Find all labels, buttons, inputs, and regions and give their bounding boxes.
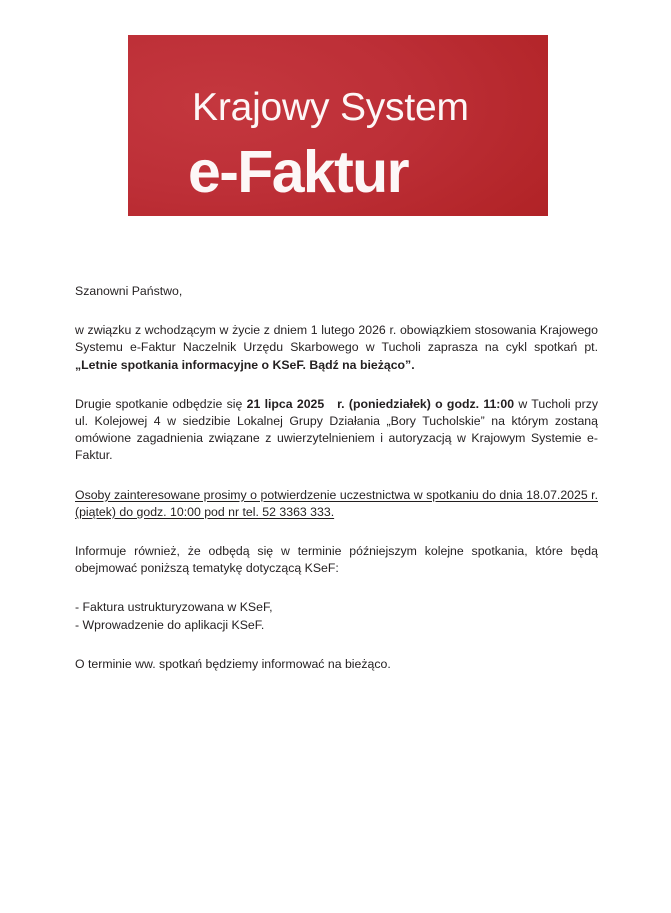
paragraph-meeting-intro: Drugie spotkanie odbędzie się (75, 396, 247, 411)
closing-note: O terminie ww. spotkań będziemy informować na bieżąco. (75, 656, 391, 671)
banner-background (128, 35, 548, 216)
paragraph-meeting-datetime: 21 lipca 2025 r. (poniedziałek) o godz. 11:00 (246, 396, 515, 411)
paragraph-obligation (75, 322, 598, 374)
paragraph-obligation-text: w związku z wchodzącym w życie z dniem 1 lutego 2026 r. obowiązkiem stosowania Krajowego Systemu e-Faktur Naczelnik Urzędu Skarbowego w Tucholi zaprasza na cykl spotkań pt. (75, 323, 598, 355)
list-item: - Wprowadzenie do aplikacji KSeF. (75, 617, 265, 632)
banner-title-line1: Krajowy System (192, 86, 469, 129)
banner-title-line2: e-Faktur (188, 139, 408, 205)
list-item: - Faktura ustrukturyzowana w KSeF, (75, 600, 273, 615)
paragraph-meeting-location: w Tucholi przy ul. Kolejowej 4 w siedzibie Lokalnej Grupy Działania „Bory Tucholskie” na którym zostaną omówione zagadnienia związane z uwierzytelnieniem i autoryzacją w Krajowym Systemie e-Faktur. (75, 396, 599, 463)
paragraph-rsvp-underlined: Osoby zainteresowane prosimy o potwierdzenie uczestnictwa w spotkaniu do dnia 18.07.2025 r. (piątek) do godz. 10:00 pod nr tel. 52 3363 333. (75, 487, 598, 519)
letter-body (75, 283, 598, 673)
ksef-logo-banner (128, 35, 548, 216)
paragraph-future-meetings: Informuje również, że odbędą się w terminie późniejszym kolejne spotkania, które będą obejmować poniższą tematykę dotyczącą KSeF: (75, 544, 598, 576)
salutation: Szanowni Państwo, (75, 284, 183, 298)
paragraph-meeting-details (75, 396, 598, 465)
paragraph-obligation-emphasis: „Letnie spotkania informacyjne o KSeF. Bądź na bieżąco”. (75, 357, 415, 372)
